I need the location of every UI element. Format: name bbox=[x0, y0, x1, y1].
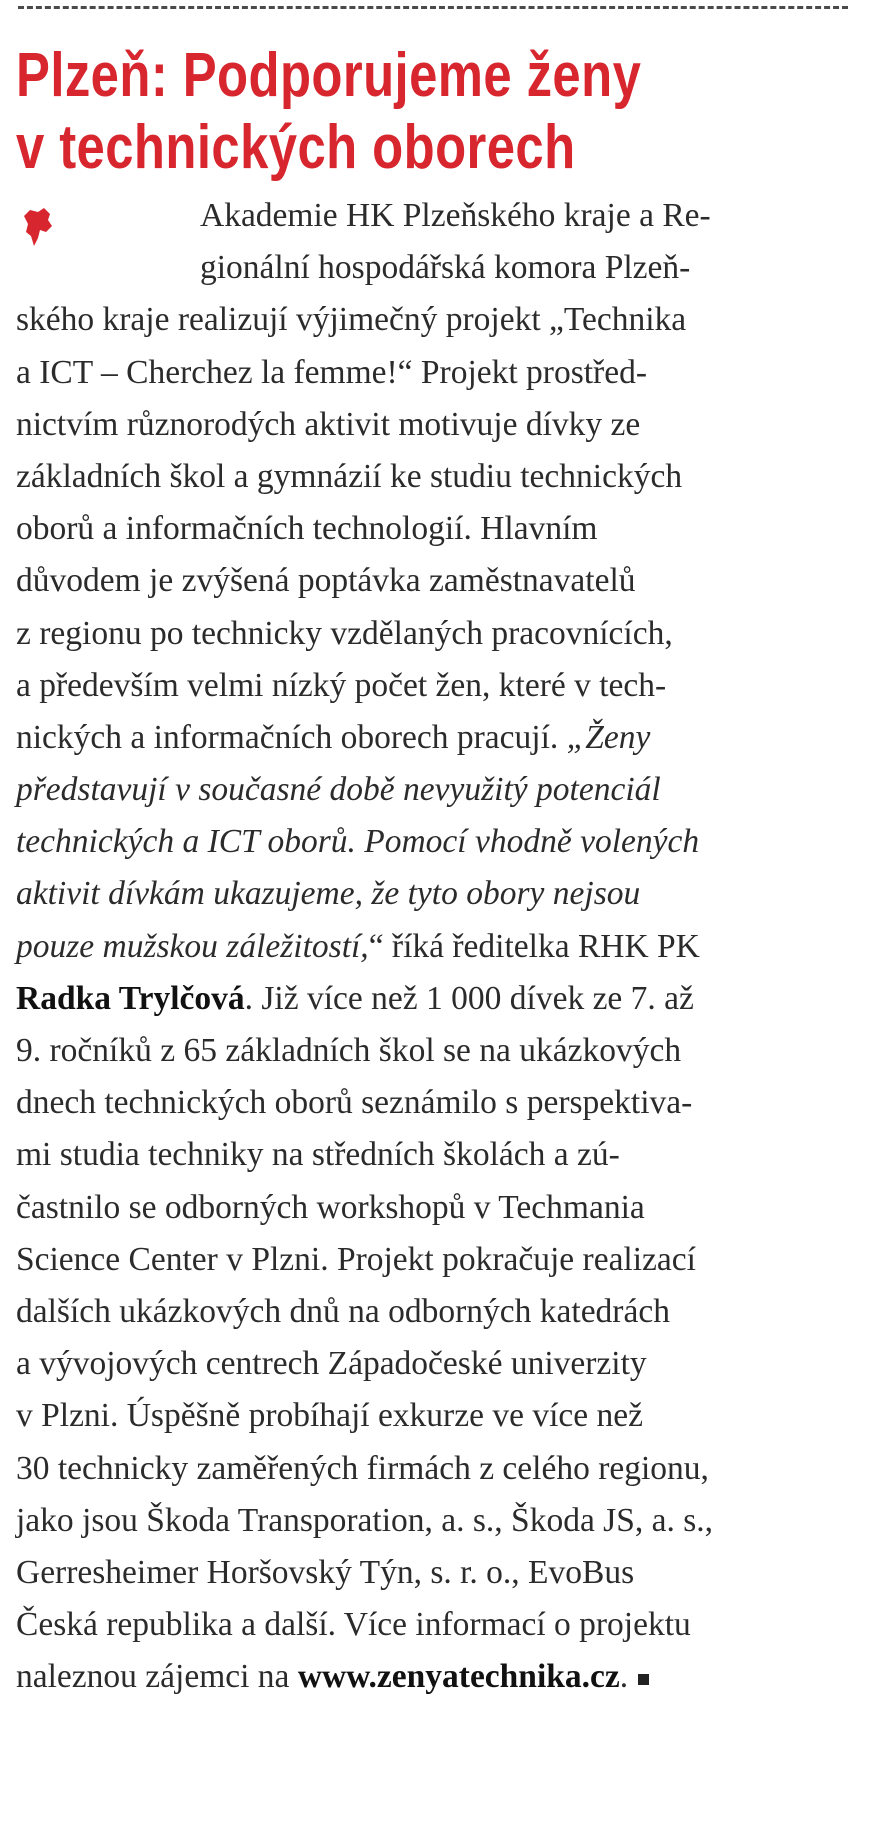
body-line bbox=[16, 868, 852, 920]
body-line: a především velmi nízký počet žen, které v tech- bbox=[16, 666, 667, 704]
headline-line-2: v technických oborech bbox=[16, 113, 576, 182]
quote-text: představují v současné době nevyužitý potenciál bbox=[16, 771, 661, 809]
body-line: v Plzni. Úspěšně probíhají exkurze ve více než bbox=[16, 1397, 643, 1435]
body-line: dalších ukázkových dnů na odborných katedrách bbox=[16, 1292, 670, 1330]
body-line: a ICT – Cherchez la femme!“ Projekt prostřed- bbox=[16, 353, 647, 391]
article-body bbox=[16, 190, 852, 1703]
body-text-segment: . Již více než 1 000 dívek ze 7. až bbox=[244, 979, 694, 1017]
body-line: důvodem je zvýšená poptávka zaměstnavatelů bbox=[16, 562, 636, 600]
body-line: Science Center v Plzni. Projekt pokračuje realizací bbox=[16, 1240, 696, 1278]
body-line: a vývojových centrech Západočeské univerzity bbox=[16, 1345, 647, 1383]
top-dashed-rule bbox=[18, 6, 848, 9]
end-of-article-square-icon bbox=[638, 1674, 649, 1685]
body-line: Akademie HK Plzeňského kraje a Re- bbox=[200, 197, 711, 234]
body-line: 9. ročníků z 65 základních škol se na ukázkových bbox=[16, 1032, 682, 1069]
body-line: z regionu po technicky vzdělaných pracovnících, bbox=[16, 614, 673, 652]
body-line bbox=[16, 973, 852, 1025]
body-text-segment: nických a informačních oborech pracují. bbox=[16, 718, 567, 756]
article-headline bbox=[16, 40, 705, 184]
quote-text: „Ženy bbox=[566, 718, 651, 756]
quote-text: pouze mužskou záležitostí, bbox=[16, 927, 369, 965]
body-line: ského kraje realizují výjimečný projekt „Technika bbox=[16, 301, 687, 339]
project-url: www.zenyatechnika.cz bbox=[297, 1658, 620, 1696]
body-line bbox=[16, 816, 852, 868]
body-text-segment: “ říká ředitelka RHK PK bbox=[368, 927, 700, 965]
body-text-segment: naleznou zájemci na bbox=[16, 1658, 298, 1696]
body-line: častnilo se odborných workshopů v Techmania bbox=[16, 1188, 645, 1226]
body-line: 30 technicky zaměřených firmách z celého regionu, bbox=[16, 1449, 709, 1487]
body-text-segment: . bbox=[619, 1658, 629, 1696]
body-line: gionální hospodářská komora Plzeň- bbox=[200, 249, 691, 287]
person-name: Radka Trylčová bbox=[16, 979, 245, 1017]
quote-text: technických a ICT oborů. Pomocí vhodně volených bbox=[16, 823, 700, 861]
body-line: oborů a informačních technologií. Hlavním bbox=[16, 510, 598, 548]
body-line: dnech technických oborů seznámilo s perspektiva- bbox=[16, 1084, 693, 1122]
body-line bbox=[16, 764, 852, 816]
body-line bbox=[16, 921, 852, 973]
body-line bbox=[16, 712, 852, 764]
body-line bbox=[16, 1651, 852, 1703]
body-line: mi studia techniky na středních školách a zú- bbox=[16, 1136, 620, 1174]
body-line: jako jsou Škoda Transporation, a. s., Škoda JS, a. s., bbox=[16, 1501, 714, 1539]
quote-text: aktivit dívkám ukazujeme, že tyto obory nejsou bbox=[16, 875, 641, 913]
body-line: Gerresheimer Horšovský Týn, s. r. o., EvoBus bbox=[16, 1553, 635, 1591]
body-line: nictvím různorodých aktivit motivuje dívky ze bbox=[16, 405, 641, 443]
body-line: základních škol a gymnázií ke studiu technických bbox=[16, 457, 683, 495]
body-line: Česká republika a další. Více informací o projektu bbox=[16, 1606, 691, 1644]
headline-line-1: Plzeň: Podporujeme ženy bbox=[16, 41, 642, 110]
